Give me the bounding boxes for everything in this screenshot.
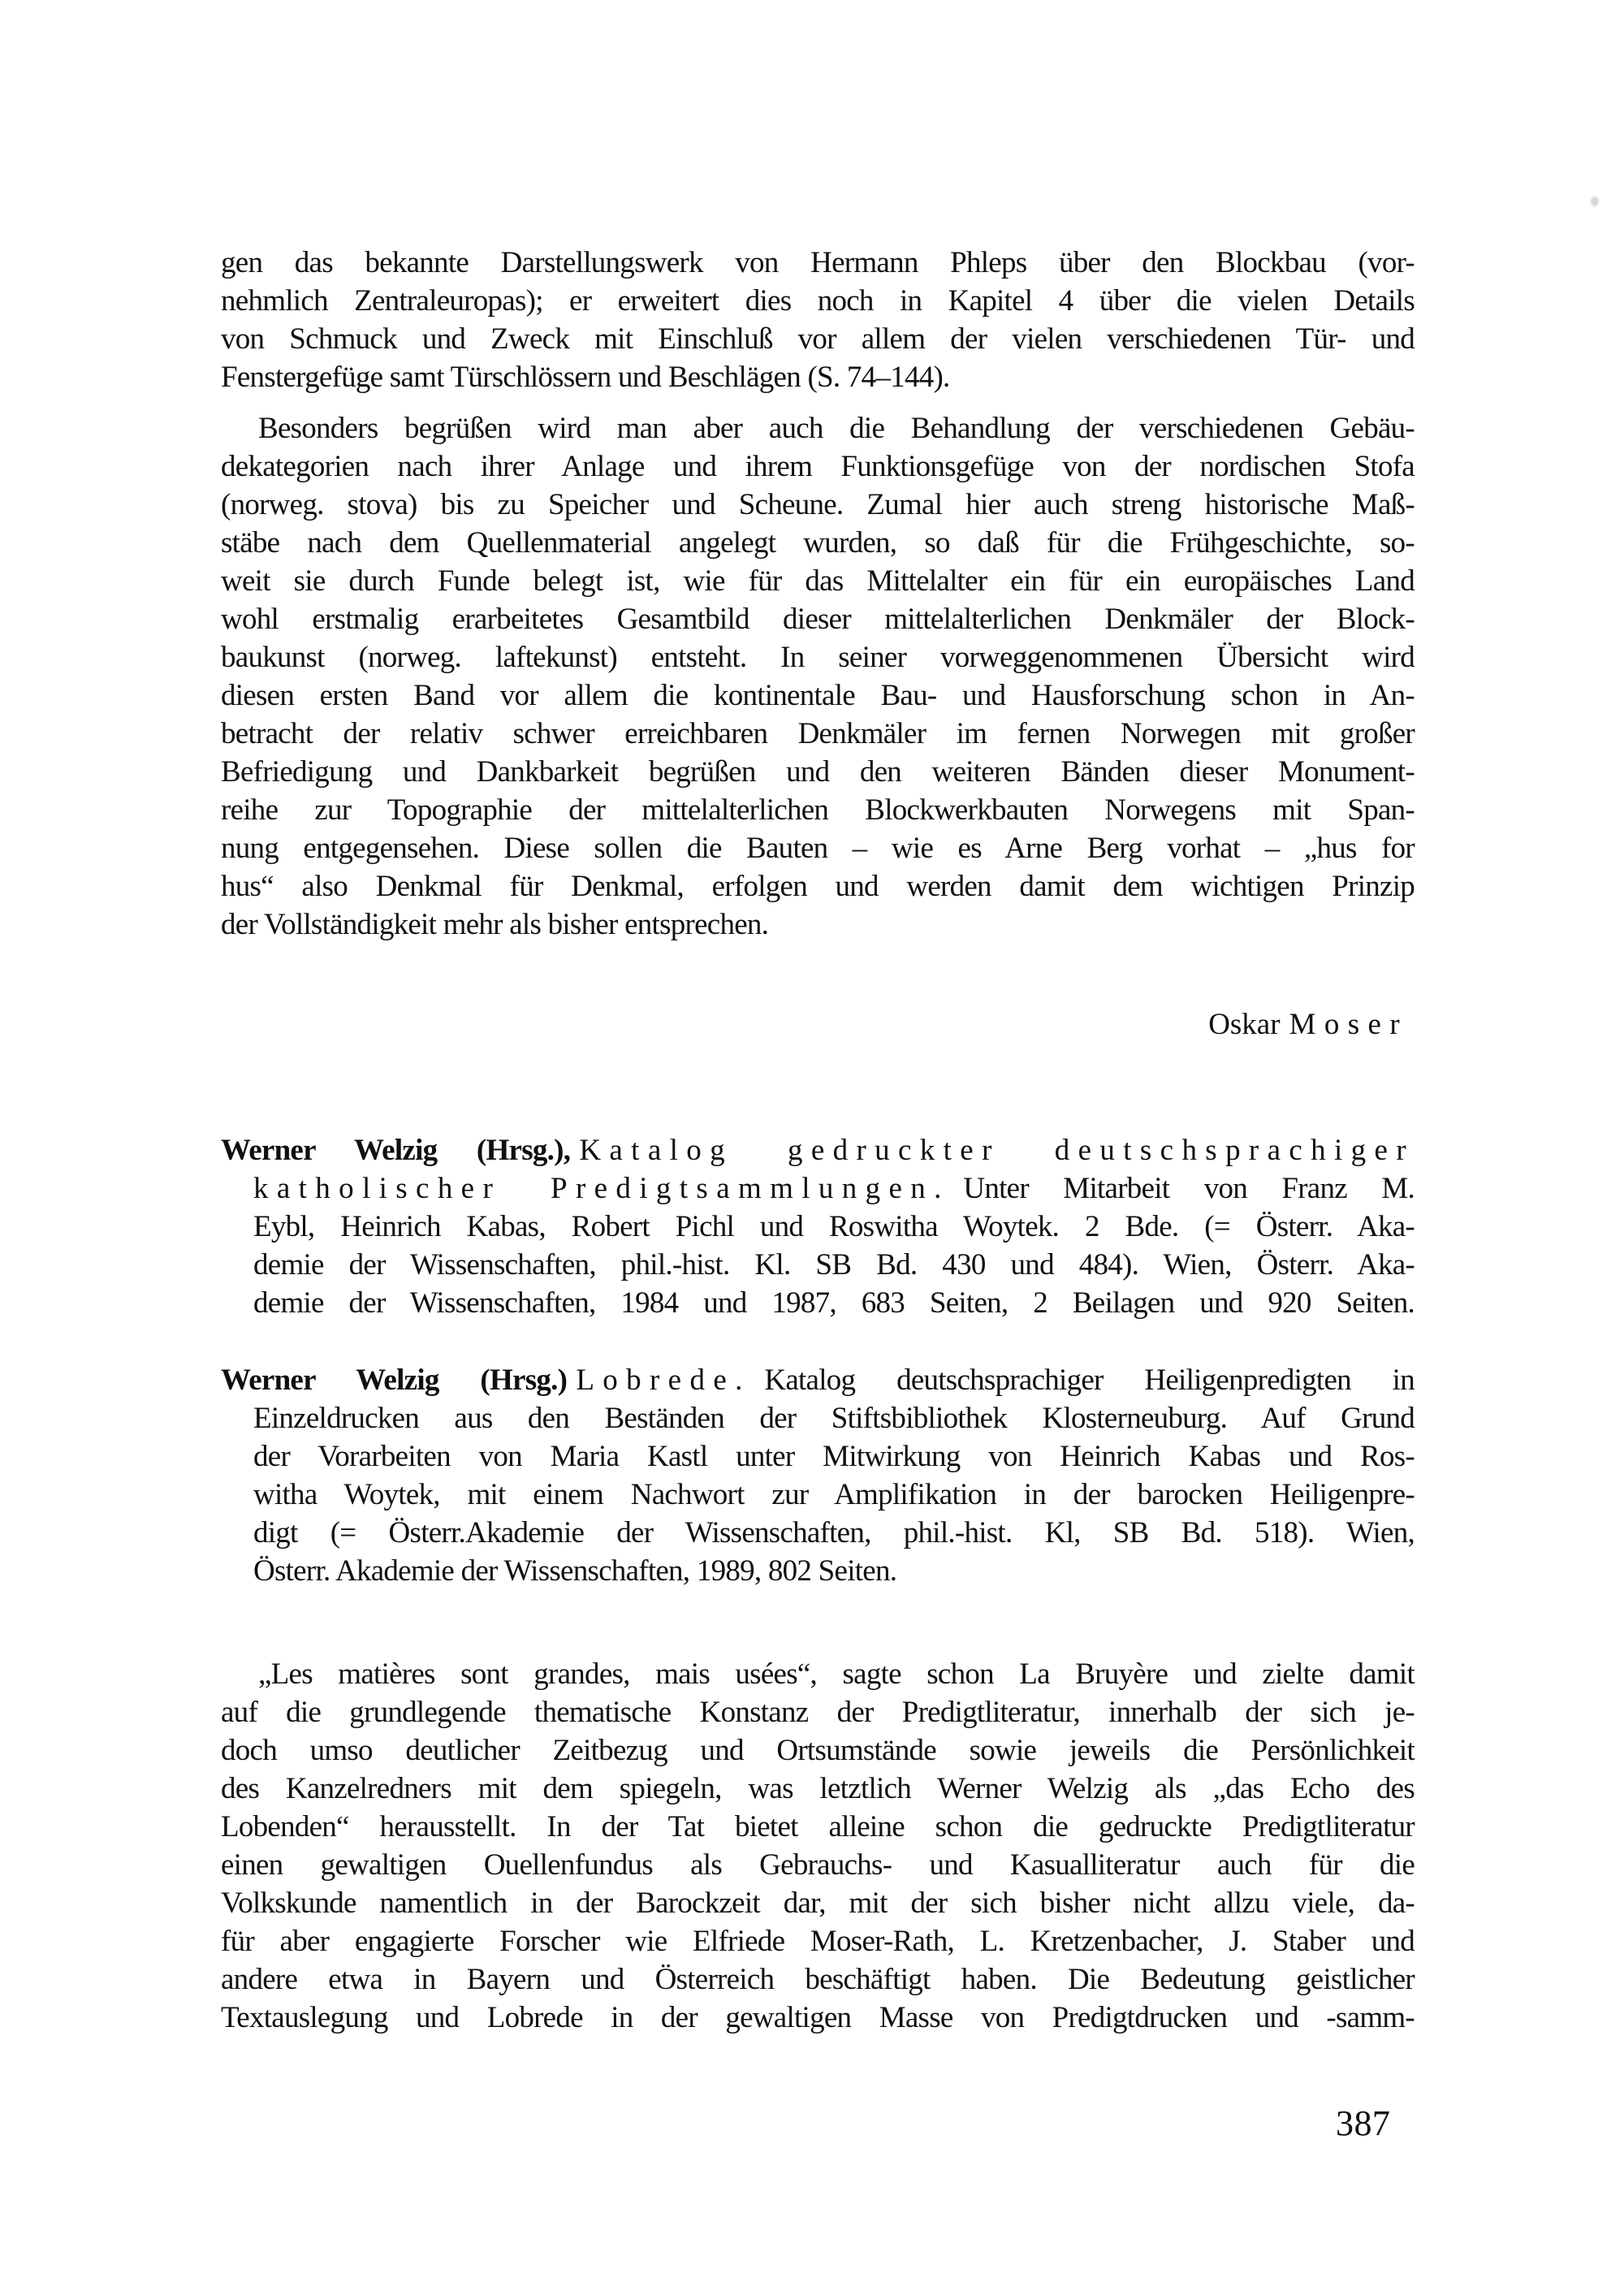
text-line: der Vorarbeiten von Maria Kastl unter Mitwirkung von Heinrich Kabas und Ros- <box>253 1440 1415 1473</box>
reviewer-first-name: Oskar <box>1208 1008 1281 1041</box>
text-line: doch umso deutlicher Zeitbezug und Ortsumstände sowie jeweils die Persönlichkeit <box>221 1734 1415 1767</box>
text-line: Einzeldrucken aus den Beständen der Stiftsbibliothek Klosterneuburg. Auf Grund <box>253 1402 1415 1435</box>
page-number: 387 <box>1336 2103 1391 2143</box>
text-line: auf die grundlegende thematische Konstanz der Predigtliteratur, innerhalb der sich je- <box>221 1696 1415 1729</box>
reviewer-signature <box>221 1005 1408 1044</box>
text-line: gen das bekannte Darstellungswerk von Hermann Phleps über den Blockbau (vor- <box>221 246 1415 279</box>
text-line: baukunst (norweg. laftekunst) entsteht. In seiner vorweggenommenen Übersicht wird <box>221 641 1415 674</box>
text-line: reihe zur Topographie der mittelalterlichen Blockwerkbauten Norwegens mit Span- <box>221 793 1415 827</box>
text-line: hus“ also Denkmal für Denkmal, erfolgen und werden damit dem wichtigen Prinzip <box>221 870 1415 903</box>
text-line: wohl erstmalig erarbeitetes Gesamtbild dieser mittelalterlichen Denkmäler der Block- <box>221 603 1415 636</box>
text-line: dekategorien nach ihrer Anlage und ihrem Funktionsgefüge von der nordischen Stofa <box>221 450 1415 483</box>
text-line: nung entgegensehen. Diese sollen die Bauten – wie es Arne Berg vorhat – „hus for <box>221 832 1415 865</box>
text-line: stäbe nach dem Quellenmaterial angelegt wurden, so daß für die Frühgeschichte, so- <box>221 526 1415 560</box>
entry-author: Werner Welzig (Hrsg.) <box>221 1364 568 1397</box>
text-line: digt (= Österr.Akademie der Wissenschaften, phil.-hist. Kl, SB Bd. 518). Wien, <box>253 1516 1415 1549</box>
text-line: Fenstergefüge samt Türschlössern und Beschlägen (S. 74–144). <box>221 361 950 394</box>
bibliography-entry-2 <box>221 1361 1415 1590</box>
text-line: witha Woytek, mit einem Nachwort zur Amplifikation in der barocken Heiligenpre- <box>253 1478 1415 1511</box>
text-line: Besonders begrüßen wird man aber auch die Behandlung der verschiedenen Gebäu- <box>258 412 1415 445</box>
text-line <box>253 1169 1415 1208</box>
text-line: andere etwa in Bayern und Österreich beschäftigt haben. Die Bedeutung geistlicher <box>221 1963 1415 1996</box>
scan-artifact <box>1591 197 1599 206</box>
review-paragraph <box>221 409 1415 944</box>
text-line: von Schmuck und Zweck mit Einschluß vor allem der vielen verschiedenen Tür- und <box>221 322 1415 356</box>
text-line: Eybl, Heinrich Kabas, Robert Pichl und Roswitha Woytek. 2 Bde. (= Österr. Aka- <box>253 1210 1415 1243</box>
text-line: diesen ersten Band vor allem die kontinentale Bau- und Hausforschung schon in An- <box>221 679 1415 712</box>
text-line: der Vollständigkeit mehr als bisher entsprechen. <box>221 908 769 941</box>
text-line: für aber engagierte Forscher wie Elfriede Moser-Rath, L. Kretzenbacher, J. Staber und <box>221 1925 1415 1958</box>
text-line: Textauslegung und Lobrede in der gewaltigen Masse von Predigtdrucken und -samm- <box>221 2001 1415 2034</box>
text-line: einen gewaltigen Ouellenfundus als Gebrauchs- und Kasualliteratur auch für die <box>221 1848 1415 1882</box>
review-paragraph-continuation <box>221 244 1415 396</box>
bibliography-entry-1 <box>221 1131 1415 1322</box>
entry-detail: Unter Mitarbeit von Franz M. <box>963 1172 1415 1205</box>
text-line: demie der Wissenschaften, phil.-hist. Kl. SB Bd. 430 und 484). Wien, Österr. Aka- <box>253 1248 1415 1281</box>
entry-title-spaced: Lobrede. <box>576 1364 751 1397</box>
text-line: „Les matières sont grandes, mais usées“, sagte schon La Bruyère und zielte damit <box>258 1658 1415 1691</box>
text-line: Volkskunde namentlich in der Barockzeit dar, mit der sich bisher nicht allzu viele, da- <box>221 1887 1415 1920</box>
text-line: Befriedigung und Dankbarkeit begrüßen und den weiteren Bänden dieser Monument- <box>221 755 1415 789</box>
text-line: betracht der relativ schwer erreichbaren Denkmäler im fernen Norwegen mit großer <box>221 717 1415 750</box>
entry-detail: Katalog deutschsprachiger Heiligenpredigten in <box>764 1364 1415 1397</box>
text-line: nehmlich Zentraleuropas); er erweitert dies noch in Kapitel 4 über die vielen Details <box>221 284 1415 318</box>
closing-paragraph <box>221 1655 1415 2037</box>
text-line: Lobenden“ herausstellt. In der Tat bietet alleine schon die gedruckte Predigtliteratur <box>221 1810 1415 1843</box>
text-line: (norweg. stova) bis zu Speicher und Scheune. Zumal hier auch streng historische Maß- <box>221 488 1415 521</box>
text-line <box>221 1131 1415 1169</box>
entry-title-spaced: katholischer Predigtsammlungen. <box>253 1172 950 1205</box>
reviewer-last-name: Moser <box>1289 1008 1408 1041</box>
text-line: weit sie durch Funde belegt ist, wie für das Mittelalter ein für ein europäisches Land <box>221 564 1415 598</box>
text-line: Österr. Akademie der Wissenschaften, 1989, 802 Seiten. <box>253 1554 897 1588</box>
entry-author: Werner Welzig (Hrsg.), <box>221 1134 571 1167</box>
text-line <box>221 1361 1415 1399</box>
text-line: demie der Wissenschaften, 1984 und 1987, 683 Seiten, 2 Beilagen und 920 Seiten. <box>253 1286 1415 1320</box>
entry-title-spaced: Katalog gedruckter deutschsprachiger <box>579 1134 1415 1167</box>
text-line: des Kanzelredners mit dem spiegeln, was letztlich Werner Welzig als „das Echo des <box>221 1772 1415 1805</box>
